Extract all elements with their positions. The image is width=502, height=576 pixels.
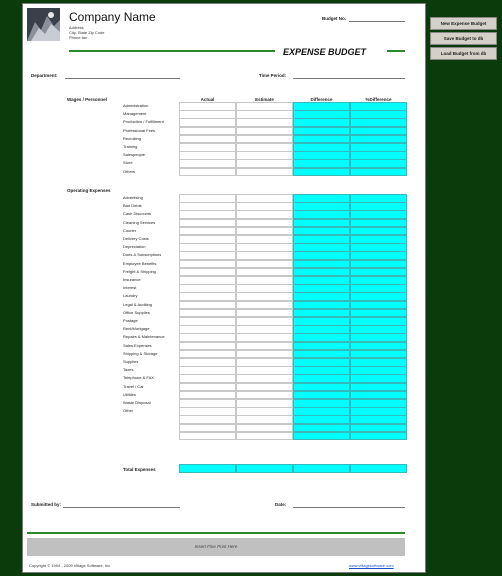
footer-rule — [27, 532, 405, 534]
company-address: Address — [69, 25, 84, 30]
website-link[interactable]: www.villagesoftware.com — [349, 563, 394, 568]
line-item-label: Cleaning Services — [123, 219, 156, 225]
load-budget-button[interactable]: Load Budget from db — [430, 47, 497, 60]
department-field[interactable] — [65, 78, 180, 79]
page-title: EXPENSE BUDGET — [283, 47, 367, 57]
column-header: Estimate — [255, 97, 274, 102]
line-item-label: Dues & Subscriptions — [123, 252, 162, 258]
input-cell[interactable] — [236, 432, 293, 441]
department-label: Department: — [31, 73, 58, 78]
line-item-label: Bad Debts — [123, 203, 142, 209]
save-budget-button[interactable]: Save Budget to db — [430, 32, 497, 45]
total-cell — [236, 464, 293, 473]
line-item-label: Courier — [123, 227, 137, 233]
line-item-label: Repairs & Maintenance — [123, 334, 165, 340]
expense-budget-sheet — [22, 3, 426, 573]
date-field[interactable] — [293, 507, 405, 508]
time-period-field[interactable] — [293, 78, 405, 79]
input-cell[interactable] — [236, 168, 293, 177]
section-label: Operating Expenses — [67, 188, 111, 193]
header-rule-right — [387, 50, 405, 52]
line-item-label: Postage — [123, 318, 138, 323]
computed-cell — [293, 432, 350, 441]
line-item-label: Sales Expenses — [123, 342, 152, 348]
line-item-label: Waste Disposal — [123, 400, 151, 405]
company-phone: Phone fax — [69, 35, 88, 40]
line-item-label: Store — [123, 160, 133, 166]
date-label: Date: — [275, 502, 287, 507]
line-item-label: Rent/Mortgage — [123, 326, 150, 332]
line-item-label: Administration — [123, 103, 149, 108]
column-header: %Difference — [365, 97, 392, 102]
line-item-label: Management — [123, 111, 147, 117]
submitted-by-field[interactable] — [63, 507, 180, 508]
budget-no-field[interactable] — [349, 21, 405, 22]
time-period-label: Time Period: — [259, 73, 287, 78]
copyright-text: Copyright © 1994 - 2009 Village Software, Inc. — [29, 563, 112, 568]
line-item-label: Delivery Costs — [123, 236, 149, 241]
input-cell[interactable] — [179, 168, 236, 177]
fine-print-bar: Insert Fine Print Here — [27, 538, 405, 556]
column-header: Actual — [200, 97, 215, 102]
line-item-label: Depreciation — [123, 244, 146, 250]
total-cell — [350, 464, 407, 473]
total-cell — [179, 464, 236, 473]
line-item-label: Salespeople — [123, 152, 146, 158]
company-name: Company Name — [69, 10, 156, 24]
computed-cell — [350, 168, 407, 177]
line-item-label: Cash Discounts — [123, 211, 152, 217]
company-logo — [27, 8, 60, 41]
total-cell — [293, 464, 350, 473]
line-item-label: Employee Benefits — [123, 260, 157, 266]
line-item-label: Production / Fulfillment — [123, 119, 164, 125]
submitted-by-label: Submitted by: — [31, 502, 61, 507]
line-item-label: Freight & Shipping — [123, 268, 156, 274]
line-item-label: Legal & Auditing — [123, 301, 152, 307]
line-item-label: Advertising — [123, 195, 143, 200]
computed-cell — [350, 432, 407, 441]
input-cell[interactable] — [179, 432, 236, 441]
line-item-label: Others — [123, 168, 136, 174]
line-item-label: Other — [123, 408, 134, 414]
line-item-label: Travel / Car — [123, 383, 144, 389]
budget-no-label: Budget No. — [322, 16, 346, 21]
new-expense-budget-button[interactable]: New Expense Budget — [430, 17, 497, 30]
line-item-label: Professional Fees — [123, 127, 156, 133]
line-item-label: Supplies — [123, 359, 139, 364]
line-item-label: Utilities — [123, 391, 136, 397]
computed-cell — [293, 168, 350, 177]
total-expenses-label: Total Expenses — [123, 467, 156, 472]
line-item-label: Taxes — [123, 367, 134, 373]
line-item-label: Interest — [123, 285, 137, 291]
header-rule-left — [69, 50, 275, 52]
line-item-label: Shipping & Storage — [123, 350, 158, 356]
line-item-label: Insurance — [123, 277, 141, 282]
line-item-label: Training — [123, 144, 138, 149]
line-item-label: Laundry — [123, 293, 138, 299]
line-item-label: Office Supplies — [123, 309, 150, 315]
line-item-label: Recruiting — [123, 135, 142, 141]
column-header: Difference — [310, 97, 333, 102]
company-city: City, State Zip Code — [69, 30, 105, 35]
line-item-label: Telephone & FAX — [123, 375, 154, 381]
section-label: Wages / Personnel — [67, 97, 107, 102]
